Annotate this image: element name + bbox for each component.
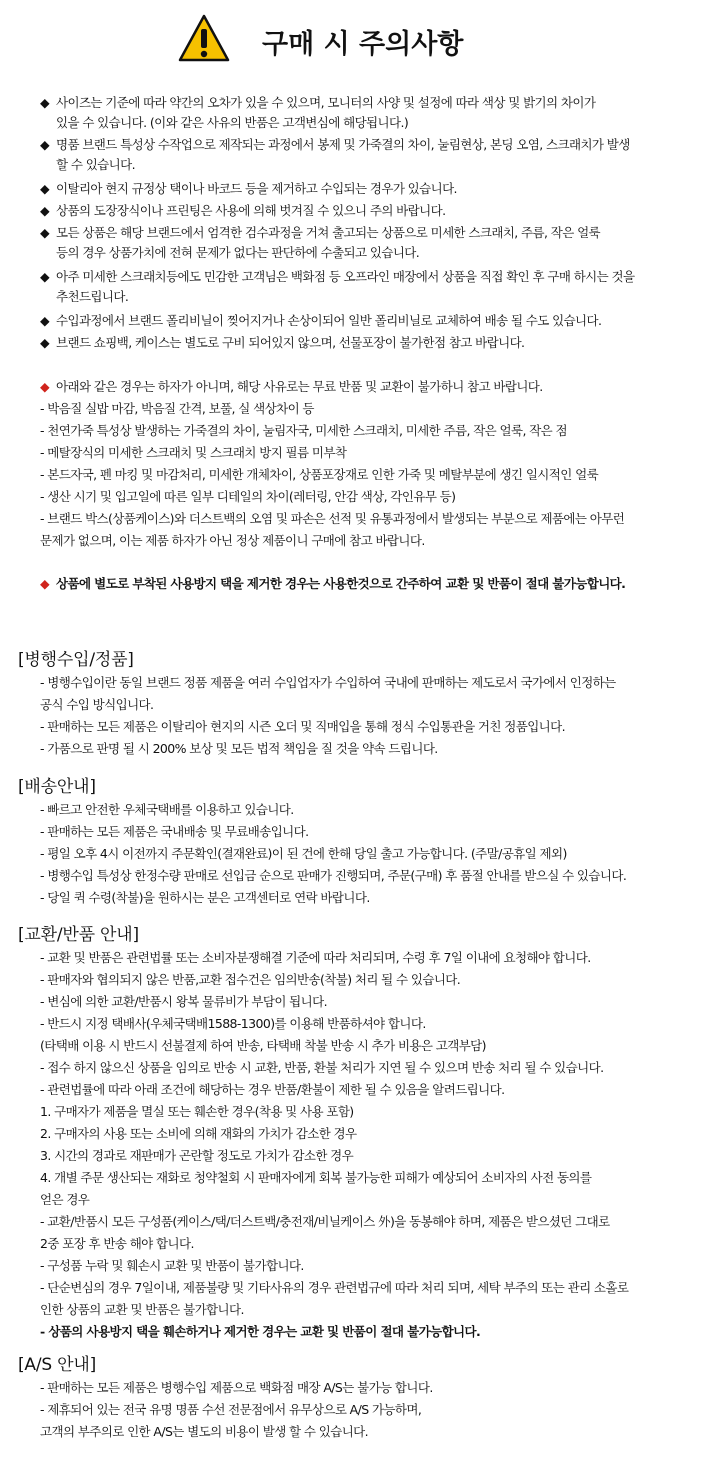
defect-notice-heading: ◆ 아래와 같은 경우는 하자가 아니며, 해당 사유로는 무료 반품 및 교환이 불가하니 참고 바랍니다.: [40, 379, 543, 394]
section-line: - 제휴되어 있는 전국 유명 명품 수선 전문점에서 유무상으로 A/S 가능하며,: [40, 1402, 422, 1417]
diamond-icon: ◆: [40, 313, 50, 328]
defect-item: - 메탈장식의 미세한 스크래치 및 스크래치 방지 필름 미부착: [40, 445, 347, 460]
bullet-item: ◆ 브랜드 쇼핑백, 케이스는 별도로 구비 되어있지 않으며, 선물포장이 불가한점 참고 바랍니다.: [40, 335, 525, 350]
section-line: 3. 시간의 경과로 재판매가 곤란할 정도로 가치가 감소한 경우: [40, 1148, 354, 1163]
header: [0, 10, 720, 70]
diamond-icon: ◆: [40, 225, 50, 240]
section-line: 얻은 경우: [40, 1192, 90, 1207]
diamond-icon: ◆: [40, 95, 50, 110]
section-line: - 변심에 의한 교환/반품시 왕복 물류비가 부담이 됩니다.: [40, 994, 327, 1009]
defect-item: - 본드자국, 펜 마킹 및 마감처리, 미세한 개체차이, 상품포장재로 인한 가죽 및 메탈부분에 생긴 일시적인 얼룩: [40, 467, 599, 482]
section-line: - 교환 및 반품은 관련법률 또는 소비자분쟁해결 기준에 따라 처리되며, 수령 후 7일 이내에 요청해야 합니다.: [40, 950, 591, 965]
section-heading: [교환/반품 안내]: [18, 925, 139, 945]
section-heading: [A/S 안내]: [18, 1355, 97, 1375]
bullet-continuation: 추천드립니다.: [56, 289, 129, 304]
section-line: - 상품의 사용방지 택을 훼손하거나 제거한 경우는 교환 및 반품이 절대 불가능합니다.: [40, 1324, 481, 1339]
section-line: 공식 수입 방식입니다.: [40, 697, 154, 712]
section-line: - 빠르고 안전한 우체국택배를 이용하고 있습니다.: [40, 802, 294, 817]
section-line: - 병행수입 특성상 한정수량 판매로 선입금 순으로 판매가 진행되며, 주문(구매) 후 품절 안내를 받으실 수 있습니다.: [40, 868, 627, 883]
defect-item: 문제가 없으며, 이는 제품 하자가 아닌 정상 제품이니 구매에 참고 바랍니다.: [40, 533, 425, 548]
warning-icon: [178, 14, 230, 62]
section-line: - 교환/반품시 모든 구성품(케이스/택/더스트백/충전재/비닐케이스 外)을 동봉해야 하며, 제품은 받으셨던 그대로: [40, 1214, 610, 1229]
diamond-icon: ◆: [40, 269, 50, 284]
section-line: - 반드시 지정 택배사(우체국택배1588-1300)를 이용해 반품하셔야 합니다.: [40, 1016, 426, 1031]
section-line: 4. 개별 주문 생산되는 재화로 청약철회 시 판매자에게 회복 불가능한 피해가 예상되어 소비자의 사전 동의를: [40, 1170, 592, 1185]
section-line: - 접수 하지 않으신 상품을 임의로 반송 시 교환, 반품, 환불 처리가 지연 될 수 있으며 반송 처리 될 수 있습니다.: [40, 1060, 604, 1075]
section-line: - 판매자와 협의되지 않은 반품,교환 접수건은 임의반송(착불) 처리 될 수 있습니다.: [40, 972, 461, 987]
defect-item: - 생산 시기 및 입고일에 따른 일부 디테일의 차이(레터링, 안감 색상, 각인유무 등): [40, 489, 456, 504]
red-diamond-icon: ◆: [40, 379, 50, 394]
red-diamond-icon: ◆: [40, 576, 50, 591]
section-line: 인한 상품의 교환 및 반품은 불가합니다.: [40, 1302, 244, 1317]
section-line: 2. 구매자의 사용 또는 소비에 의해 재화의 가치가 감소한 경우: [40, 1126, 357, 1141]
section-line: - 판매하는 모든 제품은 국내배송 및 무료배송입니다.: [40, 824, 309, 839]
defect-item: - 브랜드 박스(상품케이스)와 더스트백의 오염 및 파손은 선적 및 유통과정에서 발생되는 부분으로 제품에는 아무런: [40, 511, 625, 526]
section-line: 1. 구매자가 제품을 멸실 또는 훼손한 경우(착용 및 사용 포함): [40, 1104, 354, 1119]
section-line: 고객의 부주의로 인한 A/S는 별도의 비용이 발생 할 수 있습니다.: [40, 1424, 369, 1439]
defect-item: - 박음질 실밥 마감, 박음질 간격, 보풀, 실 색상차이 등: [40, 401, 314, 416]
section-heading: [병행수입/정품]: [18, 650, 134, 670]
diamond-icon: ◆: [40, 181, 50, 196]
bullet-item: ◆ 사이즈는 기준에 따라 약간의 오차가 있을 수 있으며, 모니터의 사양 및 설정에 따라 색상 및 밝기의 차이가: [40, 95, 596, 110]
section-line: - 병행수입이란 동일 브랜드 정품 제품을 여러 수입업자가 수입하여 국내에 판매하는 제도로서 국가에서 인정하는: [40, 675, 616, 690]
bullet-item: ◆ 아주 미세한 스크래치등에도 민감한 고객님은 백화점 등 오프라인 매장에서 상품을 직접 확인 후 구매 하시는 것을: [40, 269, 635, 284]
diamond-icon: ◆: [40, 203, 50, 218]
diamond-icon: ◆: [40, 137, 50, 152]
bullet-continuation: 있을 수 있습니다. (이와 같은 사유의 반품은 고객변심에 해당됩니다.): [56, 115, 409, 130]
tag-notice: ◆ 상품에 별도로 부착된 사용방지 택을 제거한 경우는 사용한것으로 간주하여 교환 및 반품이 절대 불가능합니다.: [40, 576, 626, 591]
section-line: - 평일 오후 4시 이전까지 주문확인(결재완료)이 된 건에 한해 당일 출고 가능합니다. (주말/공휴일 제외): [40, 846, 567, 861]
section-line: (타택배 이용 시 반드시 선불결제 하여 반송, 타택배 착불 반송 시 추가 비용은 고객부담): [40, 1038, 486, 1053]
diamond-icon: ◆: [40, 335, 50, 350]
page-title: 구매 시 주의사항: [262, 29, 464, 60]
bullet-item: ◆ 이탈리아 현지 규정상 택이나 바코드 등을 제거하고 수입되는 경우가 있습니다.: [40, 181, 457, 196]
section-line: 2중 포장 후 반송 해야 합니다.: [40, 1236, 194, 1251]
defect-item: - 천연가죽 특성상 발생하는 가죽결의 차이, 눌림자국, 미세한 스크래치, 미세한 주름, 작은 얼룩, 작은 점: [40, 423, 568, 438]
bullet-item: ◆ 모든 상품은 해당 브랜드에서 엄격한 검수과정을 거쳐 출고되는 상품으로 미세한 스크래치, 주름, 작은 얼룩: [40, 225, 601, 240]
bullet-item: ◆ 명품 브랜드 특성상 수작업으로 제작되는 과정에서 봉제 및 가죽결의 차이, 눌림현상, 본딩 오염, 스크래치가 발생: [40, 137, 630, 152]
section-line: - 단순변심의 경우 7일이내, 제품불량 및 기타사유의 경우 관련법규에 따라 처리 되며, 세탁 부주의 또는 관리 소홀로: [40, 1280, 629, 1295]
section-line: - 가품으로 판명 될 시 200% 보상 및 모든 법적 책임을 질 것을 약속 드립니다.: [40, 741, 438, 756]
section-heading: [배송안내]: [18, 777, 96, 797]
section-line: - 판매하는 모든 제품은 병행수입 제품으로 백화점 매장 A/S는 불가능 합니다.: [40, 1380, 433, 1395]
bullet-continuation: 등의 경우 상품가치에 전혀 문제가 없다는 판단하에 수출되고 있습니다.: [56, 245, 420, 260]
section-line: - 판매하는 모든 제품은 이탈리아 현지의 시즌 오더 및 직매입을 통해 정식 수입통관을 거친 정품입니다.: [40, 719, 565, 734]
section-line: - 관련법률에 따라 아래 조건에 해당하는 경우 반품/환불이 제한 될 수 있음을 알려드립니다.: [40, 1082, 505, 1097]
section-line: - 당일 퀵 수령(착불)을 원하시는 분은 고객센터로 연락 바랍니다.: [40, 890, 370, 905]
bullet-item: ◆ 수입과정에서 브랜드 폴리비닐이 찢어지거나 손상이되어 일반 폴리비닐로 교체하여 배송 될 수도 있습니다.: [40, 313, 602, 328]
bullet-item: ◆ 상품의 도장장식이나 프린팅은 사용에 의해 벗겨질 수 있으니 주의 바랍니다.: [40, 203, 446, 218]
bullet-continuation: 할 수 있습니다.: [56, 157, 135, 172]
section-line: - 구성품 누락 및 훼손시 교환 및 반품이 불가합니다.: [40, 1258, 304, 1273]
